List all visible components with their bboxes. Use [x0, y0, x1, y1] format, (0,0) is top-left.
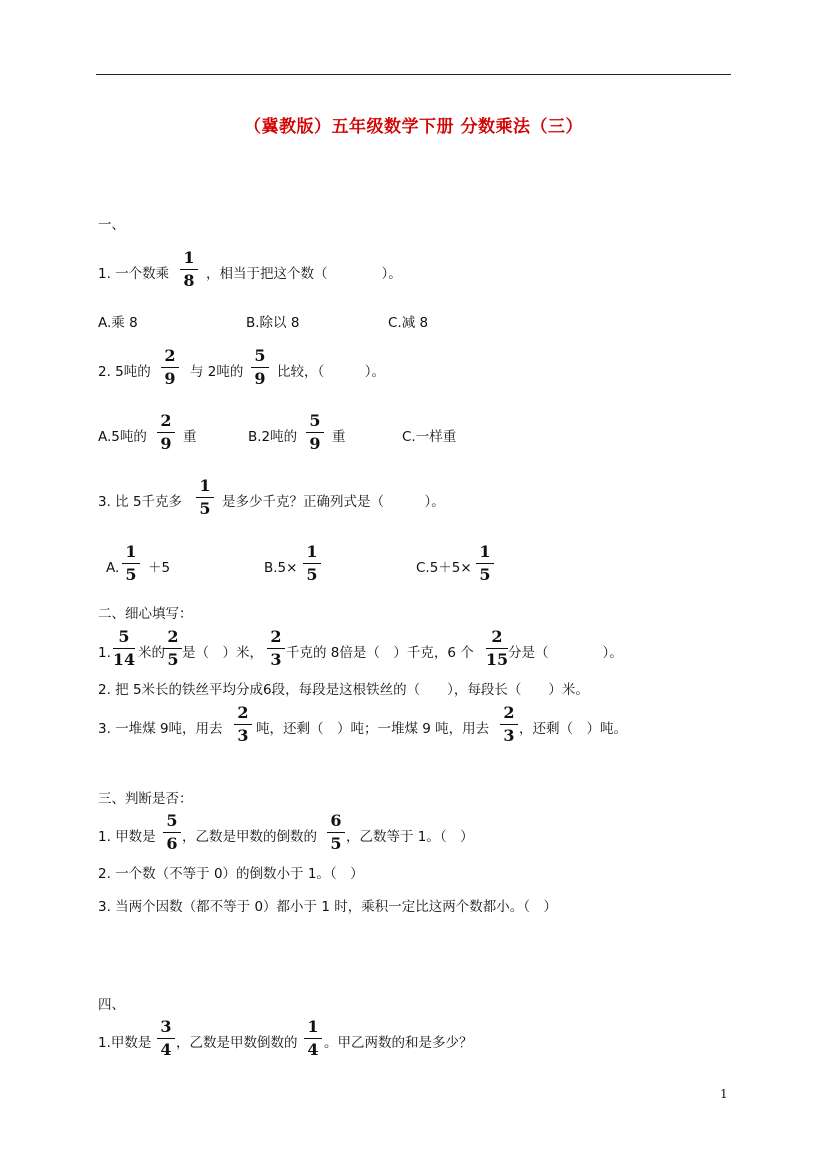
fraction: 2 15 [485, 627, 509, 669]
fraction: 5 9 [249, 348, 271, 387]
page-number: 1 [720, 1087, 728, 1101]
fraction: 2 9 [155, 413, 177, 452]
fraction: 1 5 [301, 544, 323, 583]
fraction: 2 9 [159, 348, 181, 387]
fraction: 6 5 [325, 813, 347, 852]
fraction: 5 14 [112, 627, 136, 669]
fraction: 3 4 [155, 1019, 177, 1058]
fraction: 1 5 [120, 544, 142, 583]
fraction: 1 5 [474, 544, 496, 583]
fraction: 5 9 [304, 413, 326, 452]
option-c: C.减 8 [388, 315, 429, 331]
fraction: 1 4 [302, 1019, 324, 1058]
fraction: 2 3 [232, 705, 254, 744]
option-b: B.除以 8 [246, 315, 300, 331]
fraction: 2 3 [265, 629, 287, 668]
header-rule [96, 74, 731, 75]
fraction: 2 5 [162, 629, 184, 668]
fraction: 2 3 [498, 705, 520, 744]
page-title: （冀教版）五年级数学下册 分数乘法（三） [244, 117, 583, 137]
fraction: 1 8 [178, 250, 200, 289]
fraction: 5 6 [161, 813, 183, 852]
option-a: A.乘 8 [98, 315, 138, 331]
fraction: 1 5 [194, 478, 216, 517]
